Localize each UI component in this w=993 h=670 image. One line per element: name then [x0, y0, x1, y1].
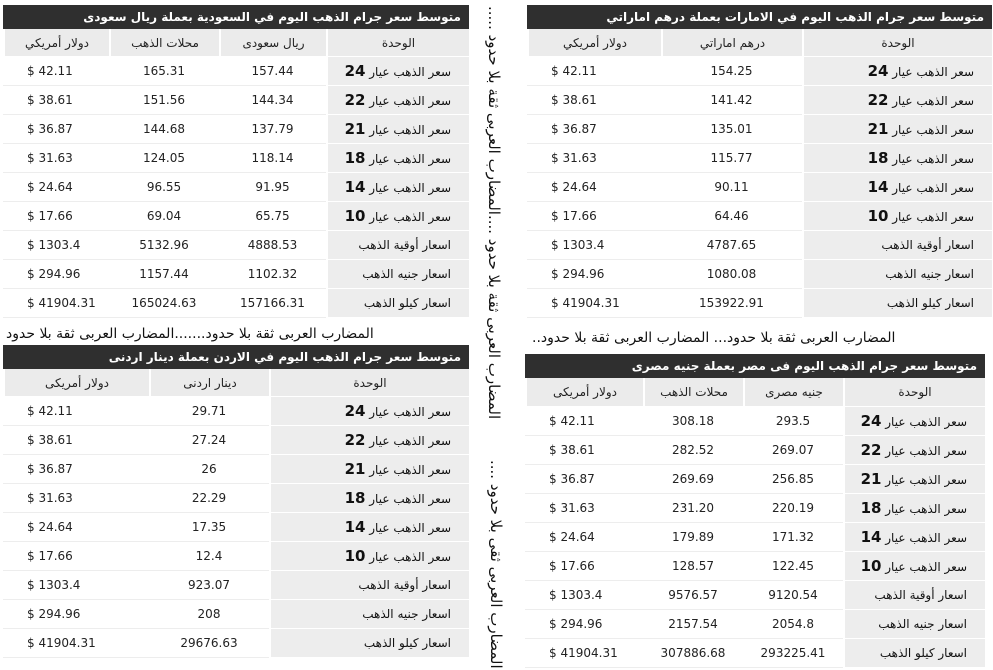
table-row	[3, 260, 469, 289]
table-row	[3, 144, 469, 173]
row-label: اسعار كيلو الذهب	[363, 296, 451, 310]
row-label: سعر الذهب عيار	[369, 94, 451, 108]
row-label: سعر الذهب عيار	[892, 94, 974, 108]
table-row	[3, 571, 469, 600]
usd-price-cell: $ 41904.31	[3, 289, 109, 318]
local-price-cell: 153922.91	[661, 289, 802, 318]
table-row	[527, 144, 992, 173]
usd-price-cell: $ 31.63	[525, 494, 643, 523]
column-header-unit: الوحدة	[269, 369, 469, 397]
row-unit-cell	[843, 436, 985, 465]
row-label: سعر الذهب عيار	[369, 463, 451, 477]
local-price-cell: 220.19	[743, 494, 843, 523]
shops-price-cell: 165024.63	[109, 289, 219, 318]
row-label: اسعار جنيه الذهب	[362, 267, 451, 281]
karat-number: 18	[344, 489, 366, 507]
karat-number: 24	[867, 62, 889, 80]
table-row	[3, 397, 469, 426]
karat-number: 10	[344, 547, 366, 565]
table-row	[3, 57, 469, 86]
row-unit-cell	[269, 397, 469, 426]
table-row	[3, 455, 469, 484]
usd-price-cell: $ 294.96	[525, 610, 643, 639]
row-unit-cell	[843, 581, 985, 610]
table-row	[3, 173, 469, 202]
table-row	[527, 231, 992, 260]
row-label: سعر الذهب عيار	[369, 152, 451, 166]
table-row	[525, 552, 985, 581]
row-unit-cell	[269, 542, 469, 571]
local-price-cell: 154.25	[661, 57, 802, 86]
karat-number: 10	[867, 207, 889, 225]
karat-number: 18	[867, 149, 889, 167]
usd-price-cell: $ 36.87	[3, 115, 109, 144]
row-unit-cell	[802, 86, 992, 115]
local-price-cell: 293225.41	[743, 639, 843, 668]
panel-title: متوسط سعر جرام الذهب اليوم فى مصر بعملة جنيه مصرى	[525, 354, 985, 378]
usd-price-cell: $ 1303.4	[525, 581, 643, 610]
usd-price-cell: $ 24.64	[525, 523, 643, 552]
usd-price-cell: $ 17.66	[3, 202, 109, 231]
table-row	[527, 173, 992, 202]
watermark-slogan-left: المضارب العربى ثقة بلا حدود.......المضارب العربى ثقة بلا حدود	[6, 326, 374, 342]
row-label: اسعار أوقية الذهب	[358, 578, 451, 592]
table-row	[527, 289, 992, 318]
local-price-cell: 1080.08	[661, 260, 802, 289]
shops-price-cell: 1157.44	[109, 260, 219, 289]
usd-price-cell: $ 38.61	[3, 426, 149, 455]
local-price-cell: 9120.54	[743, 581, 843, 610]
table-row	[3, 231, 469, 260]
row-label: سعر الذهب عيار	[369, 405, 451, 419]
row-unit-cell	[326, 202, 469, 231]
column-header-unit: الوحدة	[843, 378, 985, 407]
shops-price-cell: 5132.96	[109, 231, 219, 260]
table-row	[3, 600, 469, 629]
karat-number: 18	[860, 499, 882, 517]
row-unit-cell	[326, 260, 469, 289]
local-price-cell: 90.11	[661, 173, 802, 202]
karat-number: 21	[867, 120, 889, 138]
table-row	[525, 523, 985, 552]
local-price-cell: 64.46	[661, 202, 802, 231]
shops-price-cell: 9576.57	[643, 581, 743, 610]
column-header-usd: دولار أمريكى	[3, 369, 149, 397]
karat-number: 14	[344, 178, 366, 196]
shops-price-cell: 124.05	[109, 144, 219, 173]
local-price-cell: 27.24	[149, 426, 269, 455]
karat-number: 22	[344, 431, 366, 449]
local-price-cell: 923.07	[149, 571, 269, 600]
karat-number: 14	[867, 178, 889, 196]
local-price-cell: 26	[149, 455, 269, 484]
watermark-slogan-right: المضارب العربى ثقة بلا حدود... المضارب العربى ثقة بلا حدود..	[532, 330, 896, 346]
column-header-usd: دولار أمريكى	[525, 378, 643, 407]
row-unit-cell	[326, 231, 469, 260]
karat-number: 24	[860, 412, 882, 430]
uae-gold-panel	[527, 5, 992, 318]
row-label: اسعار جنيه الذهب	[362, 607, 451, 621]
row-unit-cell	[802, 173, 992, 202]
local-price-cell: 115.77	[661, 144, 802, 173]
row-unit-cell	[843, 552, 985, 581]
row-unit-cell	[326, 115, 469, 144]
row-label: سعر الذهب عيار	[892, 181, 974, 195]
table-row	[3, 426, 469, 455]
row-unit-cell	[802, 202, 992, 231]
uae-price-table	[527, 29, 992, 318]
egypt-price-table	[525, 378, 985, 668]
usd-price-cell: $ 31.63	[3, 144, 109, 173]
row-unit-cell	[269, 629, 469, 658]
table-row	[525, 610, 985, 639]
local-price-cell: 2054.8	[743, 610, 843, 639]
watermark-slogan-vertical-top: المضارب العربى ثقة بلا حدود ....المضارب العربى ثقة بلا حدود .....	[485, 6, 503, 420]
row-unit-cell	[326, 86, 469, 115]
row-unit-cell	[843, 465, 985, 494]
usd-price-cell: $ 41904.31	[527, 289, 661, 318]
row-unit-cell	[326, 289, 469, 318]
karat-number: 21	[344, 460, 366, 478]
usd-price-cell: $ 36.87	[527, 115, 661, 144]
row-label: سعر الذهب عيار	[369, 550, 451, 564]
shops-price-cell: 96.55	[109, 173, 219, 202]
row-label: سعر الذهب عيار	[885, 502, 967, 516]
local-price-cell: 157166.31	[219, 289, 326, 318]
usd-price-cell: $ 42.11	[527, 57, 661, 86]
row-unit-cell	[843, 639, 985, 668]
row-unit-cell	[802, 57, 992, 86]
table-row	[3, 86, 469, 115]
shops-price-cell: 2157.54	[643, 610, 743, 639]
row-unit-cell	[326, 144, 469, 173]
row-unit-cell	[269, 513, 469, 542]
table-row	[3, 629, 469, 658]
usd-price-cell: $ 36.87	[3, 455, 149, 484]
table-row	[3, 202, 469, 231]
row-label: اسعار أوقية الذهب	[881, 238, 974, 252]
panel-title: متوسط سعر جرام الذهب اليوم في السعودية بعملة ريال سعودى	[3, 5, 469, 29]
local-price-cell: 135.01	[661, 115, 802, 144]
row-label: اسعار كيلو الذهب	[879, 646, 967, 660]
table-row	[3, 513, 469, 542]
table-row	[525, 436, 985, 465]
row-label: سعر الذهب عيار	[369, 492, 451, 506]
row-label: اسعار أوقية الذهب	[358, 238, 451, 252]
row-label: سعر الذهب عيار	[892, 152, 974, 166]
shops-price-cell: 307886.68	[643, 639, 743, 668]
row-label: سعر الذهب عيار	[369, 65, 451, 79]
karat-number: 18	[344, 149, 366, 167]
row-label: سعر الذهب عيار	[885, 560, 967, 574]
usd-price-cell: $ 1303.4	[3, 571, 149, 600]
karat-number: 24	[344, 62, 366, 80]
column-header-local: جنيه مصرى	[743, 378, 843, 407]
usd-price-cell: $ 38.61	[527, 86, 661, 115]
karat-number: 21	[344, 120, 366, 138]
karat-number: 22	[867, 91, 889, 109]
column-header-local: دينار اردنى	[149, 369, 269, 397]
column-header-local: ريال سعودى	[219, 29, 326, 57]
row-label: سعر الذهب عيار	[885, 444, 967, 458]
jordan-price-table	[3, 369, 469, 658]
row-unit-cell	[843, 407, 985, 436]
row-label: سعر الذهب عيار	[892, 65, 974, 79]
row-label: سعر الذهب عيار	[369, 123, 451, 137]
table-row	[3, 115, 469, 144]
column-header-shops: محلات الذهب	[643, 378, 743, 407]
table-row	[527, 57, 992, 86]
local-price-cell: 157.44	[219, 57, 326, 86]
usd-price-cell: $ 38.61	[3, 86, 109, 115]
usd-price-cell: $ 17.66	[525, 552, 643, 581]
table-row	[527, 115, 992, 144]
row-unit-cell	[843, 494, 985, 523]
panel-title: متوسط سعر جرام الذهب اليوم في الاردن بعملة دينار اردنى	[3, 345, 469, 369]
local-price-cell: 12.4	[149, 542, 269, 571]
local-price-cell: 4888.53	[219, 231, 326, 260]
row-unit-cell	[269, 484, 469, 513]
local-price-cell: 118.14	[219, 144, 326, 173]
table-row	[3, 484, 469, 513]
table-row	[527, 86, 992, 115]
jordan-gold-panel	[3, 345, 469, 658]
row-unit-cell	[269, 571, 469, 600]
local-price-cell: 208	[149, 600, 269, 629]
usd-price-cell: $ 24.64	[3, 513, 149, 542]
usd-price-cell: $ 31.63	[527, 144, 661, 173]
karat-number: 24	[344, 402, 366, 420]
column-header-shops: محلات الذهب	[109, 29, 219, 57]
shops-price-cell: 151.56	[109, 86, 219, 115]
table-row	[525, 465, 985, 494]
row-label: اسعار جنيه الذهب	[885, 267, 974, 281]
usd-price-cell: $ 38.61	[525, 436, 643, 465]
usd-price-cell: $ 36.87	[525, 465, 643, 494]
column-header-usd: دولار أمريكي	[527, 29, 661, 57]
table-row	[525, 494, 985, 523]
row-unit-cell	[802, 144, 992, 173]
local-price-cell: 293.5	[743, 407, 843, 436]
shops-price-cell: 69.04	[109, 202, 219, 231]
local-price-cell: 137.79	[219, 115, 326, 144]
shops-price-cell: 179.89	[643, 523, 743, 552]
saudi-price-table	[3, 29, 469, 318]
local-price-cell: 141.42	[661, 86, 802, 115]
shops-price-cell: 165.31	[109, 57, 219, 86]
row-unit-cell	[326, 57, 469, 86]
local-price-cell: 171.32	[743, 523, 843, 552]
column-header-usd: دولار أمريكي	[3, 29, 109, 57]
karat-number: 22	[860, 441, 882, 459]
row-unit-cell	[843, 610, 985, 639]
watermark-slogan-vertical-bottom: المضارب العربى ثقى بلا حدود ....	[487, 460, 505, 669]
table-row	[527, 260, 992, 289]
row-unit-cell	[269, 426, 469, 455]
karat-number: 10	[344, 207, 366, 225]
row-unit-cell	[802, 289, 992, 318]
usd-price-cell: $ 294.96	[3, 260, 109, 289]
table-row	[525, 639, 985, 668]
usd-price-cell: $ 41904.31	[3, 629, 149, 658]
local-price-cell: 91.95	[219, 173, 326, 202]
karat-number: 22	[344, 91, 366, 109]
row-label: اسعار أوقية الذهب	[874, 588, 967, 602]
usd-price-cell: $ 42.11	[3, 57, 109, 86]
row-unit-cell	[269, 455, 469, 484]
usd-price-cell: $ 17.66	[527, 202, 661, 231]
row-unit-cell	[326, 173, 469, 202]
local-price-cell: 4787.65	[661, 231, 802, 260]
shops-price-cell: 128.57	[643, 552, 743, 581]
table-row	[527, 202, 992, 231]
usd-price-cell: $ 294.96	[527, 260, 661, 289]
karat-number: 10	[860, 557, 882, 575]
usd-price-cell: $ 41904.31	[525, 639, 643, 668]
usd-price-cell: $ 24.64	[3, 173, 109, 202]
row-unit-cell	[843, 523, 985, 552]
table-row	[3, 289, 469, 318]
usd-price-cell: $ 24.64	[527, 173, 661, 202]
row-label: سعر الذهب عيار	[892, 123, 974, 137]
local-price-cell: 22.29	[149, 484, 269, 513]
column-header-local: درهم اماراتي	[661, 29, 802, 57]
row-unit-cell	[802, 115, 992, 144]
local-price-cell: 1102.32	[219, 260, 326, 289]
local-price-cell: 29.71	[149, 397, 269, 426]
table-row	[525, 581, 985, 610]
local-price-cell: 29676.63	[149, 629, 269, 658]
row-label: اسعار جنيه الذهب	[878, 617, 967, 631]
row-label: سعر الذهب عيار	[369, 181, 451, 195]
karat-number: 14	[344, 518, 366, 536]
table-row	[3, 542, 469, 571]
usd-price-cell: $ 42.11	[3, 397, 149, 426]
row-label: سعر الذهب عيار	[369, 210, 451, 224]
row-label: سعر الذهب عيار	[885, 415, 967, 429]
row-unit-cell	[802, 260, 992, 289]
local-price-cell: 17.35	[149, 513, 269, 542]
row-unit-cell	[802, 231, 992, 260]
row-label: اسعار كيلو الذهب	[363, 636, 451, 650]
local-price-cell: 144.34	[219, 86, 326, 115]
row-label: سعر الذهب عيار	[885, 531, 967, 545]
shops-price-cell: 231.20	[643, 494, 743, 523]
local-price-cell: 122.45	[743, 552, 843, 581]
usd-price-cell: $ 294.96	[3, 600, 149, 629]
usd-price-cell: $ 1303.4	[3, 231, 109, 260]
shops-price-cell: 269.69	[643, 465, 743, 494]
row-label: سعر الذهب عيار	[369, 521, 451, 535]
usd-price-cell: $ 17.66	[3, 542, 149, 571]
row-label: سعر الذهب عيار	[885, 473, 967, 487]
row-unit-cell	[269, 600, 469, 629]
shops-price-cell: 282.52	[643, 436, 743, 465]
local-price-cell: 256.85	[743, 465, 843, 494]
row-label: سعر الذهب عيار	[369, 434, 451, 448]
panel-title: متوسط سعر جرام الذهب اليوم في الامارات بعملة درهم اماراتي	[527, 5, 992, 29]
local-price-cell: 65.75	[219, 202, 326, 231]
row-label: اسعار كيلو الذهب	[886, 296, 974, 310]
local-price-cell: 269.07	[743, 436, 843, 465]
usd-price-cell: $ 1303.4	[527, 231, 661, 260]
shops-price-cell: 308.18	[643, 407, 743, 436]
column-header-unit: الوحدة	[326, 29, 469, 57]
egypt-gold-panel	[525, 354, 985, 668]
saudi-gold-panel	[3, 5, 469, 318]
usd-price-cell: $ 31.63	[3, 484, 149, 513]
column-header-unit: الوحدة	[802, 29, 992, 57]
row-label: سعر الذهب عيار	[892, 210, 974, 224]
usd-price-cell: $ 42.11	[525, 407, 643, 436]
shops-price-cell: 144.68	[109, 115, 219, 144]
karat-number: 21	[860, 470, 882, 488]
table-row	[525, 407, 985, 436]
karat-number: 14	[860, 528, 882, 546]
